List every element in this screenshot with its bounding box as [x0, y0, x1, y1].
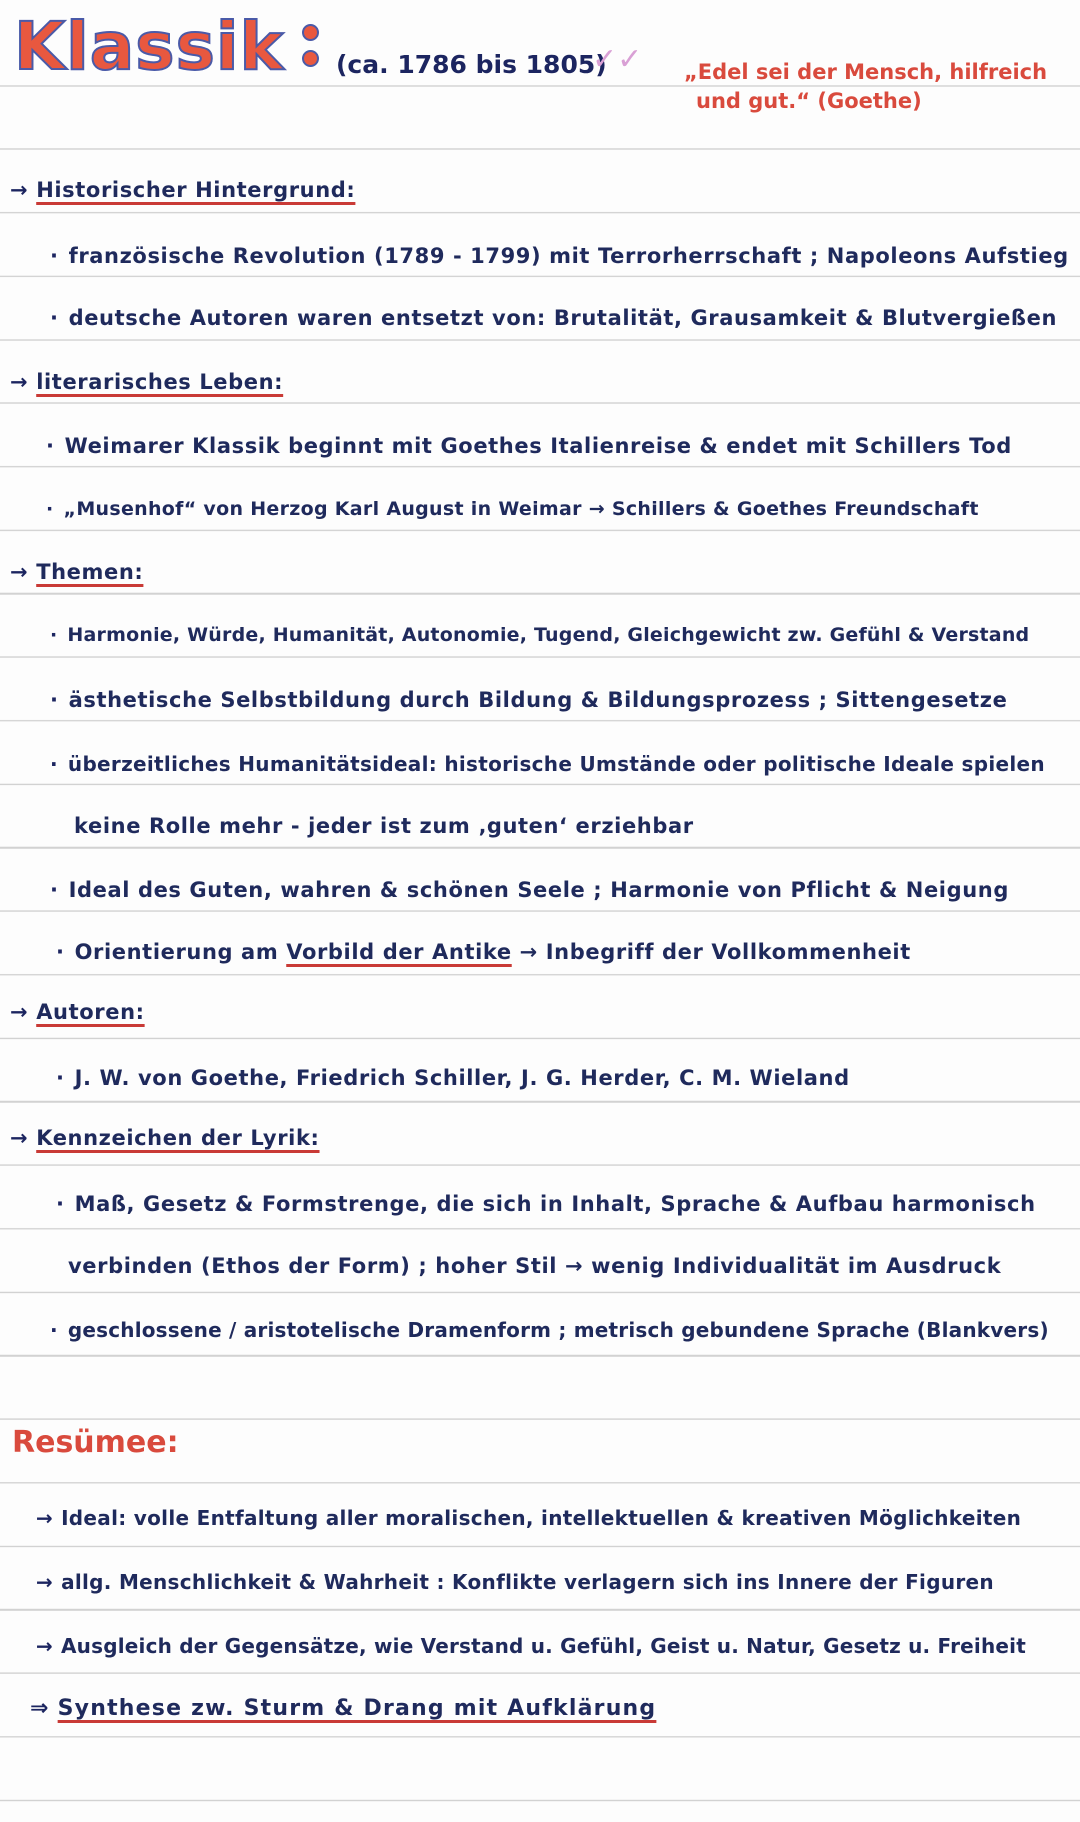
list-item: · „Musenhof“ von Herzog Karl August in Weimar → Schillers & Goethes Freundschaft — [46, 498, 979, 520]
bullet-icon: · — [50, 688, 59, 712]
period-dates: (ca. 1786 bis 1805) — [336, 50, 607, 79]
list-item-continuation: keine Rolle mehr - jeder ist zum ‚guten‘ erziehbar — [74, 814, 694, 838]
arrow-right-icon: → — [10, 1000, 29, 1024]
arrow-right-icon: → — [10, 370, 29, 394]
list-item: · Harmonie, Würde, Humanität, Autonomie, Tugend, Gleichgewicht zw. Gefühl & Verstand — [50, 624, 1030, 646]
synthesis-line — [30, 1696, 656, 1721]
page-title: Klassik — [14, 8, 285, 85]
resumee-point: → allg. Menschlichkeit & Wahrheit : Konflikte verlagern sich ins Innere der Figuren — [36, 1570, 994, 1594]
arrow-right-icon: → — [36, 1506, 54, 1530]
section-autoren — [10, 1000, 145, 1024]
bullet-icon: · — [50, 306, 59, 330]
list-item: · Maß, Gesetz & Formstrenge, die sich in Inhalt, Sprache & Aufbau harmonisch — [56, 1192, 1036, 1216]
quote-line-1: „Edel sei der Mensch, hilfreich — [684, 60, 1048, 84]
arrow-right-icon: → — [10, 178, 29, 202]
bullet-icon: · — [50, 1318, 58, 1342]
resumee-heading: Resümee: — [12, 1425, 179, 1460]
arrow-right-icon: → — [10, 1126, 29, 1150]
bullet-icon: · — [50, 624, 58, 646]
section-heading: literarisches Leben: — [36, 370, 284, 394]
list-item: · geschlossene / aristotelische Dramenform ; metrisch gebundene Sprache (Blankvers) — [50, 1318, 1049, 1342]
section-heading: Historischer Hintergrund: — [36, 178, 356, 202]
underlined-phrase: Vorbild der Antike — [286, 940, 512, 964]
list-item: · deutsche Autoren waren entsetzt von: Brutalität, Grausamkeit & Blutvergießen — [50, 306, 1058, 330]
section-historischer-hintergrund — [10, 178, 355, 202]
bullet-icon: · — [50, 752, 58, 776]
arrow-right-icon: → — [10, 560, 29, 584]
resumee-point: → Ideal: volle Entfaltung aller moralischen, intellektuellen & kreativen Möglichkeiten — [36, 1506, 1022, 1530]
bullet-icon: · — [56, 1066, 65, 1090]
bullet-icon: · — [56, 940, 65, 964]
section-themen — [10, 560, 143, 584]
arrow-right-icon: → — [36, 1570, 54, 1594]
section-literarisches-leben — [10, 370, 283, 394]
list-item-continuation: verbinden (Ethos der Form) ; hoher Stil → wenig Individualität im Ausdruck — [68, 1254, 1002, 1278]
list-item: · ästhetische Selbstbildung durch Bildung & Bildungsprozess ; Sittengesetze — [50, 688, 1008, 712]
bullet-icon: · — [50, 878, 59, 902]
section-kennzeichen-lyrik — [10, 1126, 320, 1150]
bullet-icon: · — [56, 1192, 65, 1216]
synthesis-text: Synthese zw. Sturm & Drang mit Aufklärung — [57, 1696, 657, 1721]
section-heading: Autoren: — [36, 1000, 145, 1024]
check-marks-icon: ✓✓ — [592, 42, 643, 77]
section-heading: Kennzeichen der Lyrik: — [36, 1126, 320, 1150]
bullet-icon: · — [46, 434, 55, 458]
quote-line-2: und gut.“ (Goethe) — [696, 89, 922, 113]
double-arrow-icon: ⇒ — [30, 1696, 50, 1721]
list-item: · Weimarer Klassik beginnt mit Goethes Italienreise & endet mit Schillers Tod — [46, 434, 1012, 458]
list-item: · Orientierung am Vorbild der Antike → Inbegriff der Vollkommenheit — [56, 940, 911, 964]
section-heading: Themen: — [36, 560, 144, 584]
list-item: · überzeitliches Humanitätsideal: historische Umstände oder politische Ideale spielen — [50, 752, 1045, 776]
arrow-right-icon: → — [36, 1634, 53, 1658]
bullet-icon: · — [50, 244, 59, 268]
list-item: · J. W. von Goethe, Friedrich Schiller, J. G. Herder, C. M. Wieland — [56, 1066, 850, 1090]
title-colon-decoration — [298, 20, 320, 70]
list-item: · Ideal des Guten, wahren & schönen Seele ; Harmonie von Pflicht & Neigung — [50, 878, 1009, 902]
list-item: · französische Revolution (1789 - 1799) mit Terrorherrschaft ; Napoleons Aufstieg — [50, 244, 1069, 268]
goethe-quote — [684, 58, 1064, 116]
resumee-point: → Ausgleich der Gegensätze, wie Verstand u. Gefühl, Geist u. Natur, Gesetz u. Freiheit — [36, 1634, 1026, 1658]
bullet-icon: · — [46, 498, 54, 520]
